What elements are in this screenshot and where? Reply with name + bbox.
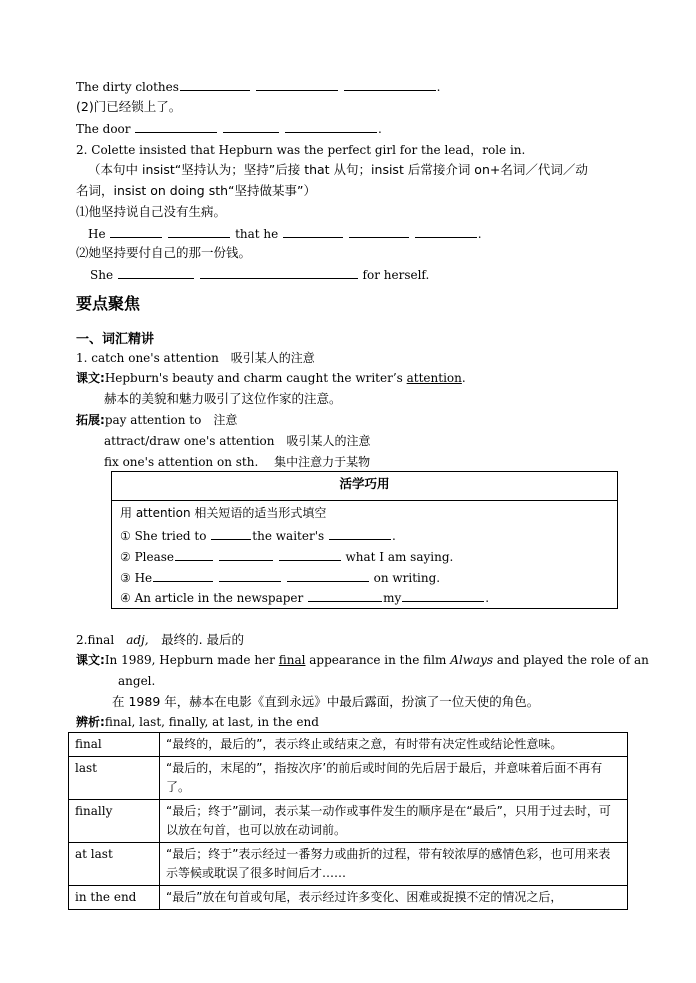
sentence-end: for herself. bbox=[362, 268, 430, 282]
sentence-start: The door bbox=[76, 122, 131, 136]
table-row bbox=[69, 800, 628, 843]
blank[interactable] bbox=[285, 120, 377, 133]
exercise-line: He that he . bbox=[88, 227, 482, 241]
section-title: 要点聚焦 bbox=[76, 294, 141, 313]
exercise-line: The dirty clothes . bbox=[76, 80, 441, 94]
exercise-line: The door . bbox=[76, 122, 382, 136]
exercise-prompt: ⑴他坚持说自己没有生病。 bbox=[76, 204, 227, 219]
example-text: Hepburn's beauty and charm caught the writer’s bbox=[104, 371, 407, 385]
blank[interactable] bbox=[168, 225, 230, 238]
blank[interactable] bbox=[223, 120, 279, 133]
table-row bbox=[69, 886, 628, 910]
table-row bbox=[69, 843, 628, 886]
question-text: what I am saying. bbox=[345, 550, 454, 564]
blank[interactable] bbox=[110, 225, 162, 238]
example-text: and played the role of an bbox=[493, 653, 649, 667]
blank[interactable] bbox=[153, 569, 213, 582]
text-example bbox=[76, 370, 466, 386]
comparison-table bbox=[68, 732, 628, 910]
film-title: Always bbox=[450, 653, 494, 667]
extension-item: fix one's attention on sth. 集中注意力于某物 bbox=[104, 455, 371, 469]
blank[interactable] bbox=[180, 78, 250, 91]
sentence-start: He bbox=[88, 227, 106, 241]
practice-box bbox=[111, 471, 618, 609]
blank[interactable] bbox=[287, 569, 369, 582]
translation: 在 1989 年，赫本在电影《直到永远》中最后露面，扮演了一位天使的角色。 bbox=[112, 694, 540, 709]
exercise-prompt: (2)门已经锁上了。 bbox=[76, 99, 182, 114]
text-label: 课文: bbox=[76, 371, 105, 385]
table-row bbox=[69, 757, 628, 800]
blank[interactable] bbox=[279, 548, 341, 561]
practice-title: 活学巧用 bbox=[112, 472, 617, 501]
example-text: . bbox=[461, 371, 466, 385]
description-cell: “最后”放在句首或句尾，表示经过许多变化、困难或捉摸不定的情况之后， bbox=[160, 886, 628, 910]
blank[interactable] bbox=[415, 225, 477, 238]
exercise-prompt: ⑵她坚持要付自己的那一份钱。 bbox=[76, 245, 252, 260]
text-label: 课文: bbox=[76, 653, 105, 667]
blank[interactable] bbox=[219, 569, 281, 582]
description-cell: “最后的，末尾的”，指按次序’的前后或时间的先后居于最后，并意味着后面不再有了。 bbox=[160, 757, 628, 800]
practice-question bbox=[120, 569, 440, 586]
heading-meaning: 最终的. 最后的 bbox=[148, 632, 245, 647]
analysis-words: final, last, finally, at last, in the end bbox=[104, 715, 319, 729]
blank[interactable] bbox=[219, 548, 273, 561]
practice-instruction: 用 attention 相关短语的适当形式填空 bbox=[120, 506, 327, 520]
example-text: angel. bbox=[118, 674, 156, 688]
practice-question: ④ An article in the newspaper my . bbox=[120, 591, 490, 605]
word-cell: at last bbox=[69, 843, 160, 886]
example-text: appearance in the film bbox=[305, 653, 451, 667]
sentence-mid: that he bbox=[235, 227, 279, 241]
sentence-start: The dirty clothes bbox=[76, 80, 179, 94]
blank[interactable] bbox=[135, 120, 217, 133]
blank[interactable] bbox=[402, 589, 484, 602]
word-cell: in the end bbox=[69, 886, 160, 910]
blank[interactable] bbox=[344, 78, 436, 91]
item-heading bbox=[76, 632, 244, 648]
text-example bbox=[76, 652, 649, 668]
word-cell: final bbox=[69, 733, 160, 757]
item-heading: 1. catch one's attention 吸引某人的注意 bbox=[76, 351, 315, 365]
extension-line bbox=[76, 412, 237, 428]
question-text: my bbox=[383, 591, 402, 605]
question-text: the waiter's bbox=[252, 529, 328, 543]
sentence-start: She bbox=[90, 268, 114, 282]
question-text: ③ He bbox=[120, 571, 153, 585]
question-text: ① She tried to bbox=[120, 529, 211, 543]
blank[interactable] bbox=[308, 589, 382, 602]
translation: 赫本的美貌和魅力吸引了这位作家的注意。 bbox=[104, 391, 342, 406]
question-text: on writing. bbox=[373, 571, 441, 585]
note-line: 名词，insist on doing sth“坚持做某事”） bbox=[76, 183, 316, 198]
blank[interactable] bbox=[256, 78, 338, 91]
description-cell: “最终的，最后的”，表示终止或结束之意，有时带有决定性或结论性意味。 bbox=[160, 733, 628, 757]
part-of-speech: adj, bbox=[126, 633, 149, 647]
word-cell: last bbox=[69, 757, 160, 800]
blank[interactable] bbox=[175, 548, 213, 561]
question-text: ② Please bbox=[120, 550, 174, 564]
extension-item: pay attention to 注意 bbox=[104, 413, 238, 427]
word-cell: finally bbox=[69, 800, 160, 843]
analysis-label: 辨析: bbox=[76, 715, 105, 729]
item-heading: 2. Colette insisted that Hepburn was the perfect girl for the lead，role in. bbox=[76, 143, 526, 157]
blank[interactable] bbox=[211, 527, 251, 540]
table-row bbox=[69, 733, 628, 757]
description-cell: “最后；终于”表示经过一番努力或曲折的过程，带有较浓厚的感情色彩，也可用来表示等候或耽误了很多时间后才…… bbox=[160, 843, 628, 886]
blank[interactable] bbox=[118, 266, 194, 279]
heading-word: 2.final bbox=[76, 633, 127, 647]
blank[interactable] bbox=[329, 527, 391, 540]
underlined-word: final bbox=[278, 653, 306, 667]
extension-item: attract/draw one's attention 吸引某人的注意 bbox=[104, 434, 371, 448]
example-text: In 1989, Hepburn made her bbox=[104, 653, 279, 667]
blank[interactable] bbox=[283, 225, 343, 238]
subsection-title: 一、词汇精讲 bbox=[76, 332, 155, 347]
exercise-line bbox=[90, 266, 429, 283]
analysis-line bbox=[76, 714, 319, 730]
blank[interactable] bbox=[349, 225, 409, 238]
blank[interactable] bbox=[200, 266, 358, 279]
question-text: ④ An article in the newspaper bbox=[120, 591, 308, 605]
practice-question: ① She tried to the waiter's . bbox=[120, 529, 396, 543]
underlined-word: attention bbox=[406, 371, 462, 385]
description-cell: “最后；终于”副词，表示某一动作或事件发生的顺序是在“最后”，只用于过去时，可以放在句首，也可以放在动词前。 bbox=[160, 800, 628, 843]
extension-label: 拓展: bbox=[76, 413, 105, 427]
practice-question bbox=[120, 548, 453, 565]
note-line: （本句中 insist“坚持认为；坚持”后接 that 从句；insist 后常接介词 on+名词／代词／动 bbox=[88, 162, 588, 177]
